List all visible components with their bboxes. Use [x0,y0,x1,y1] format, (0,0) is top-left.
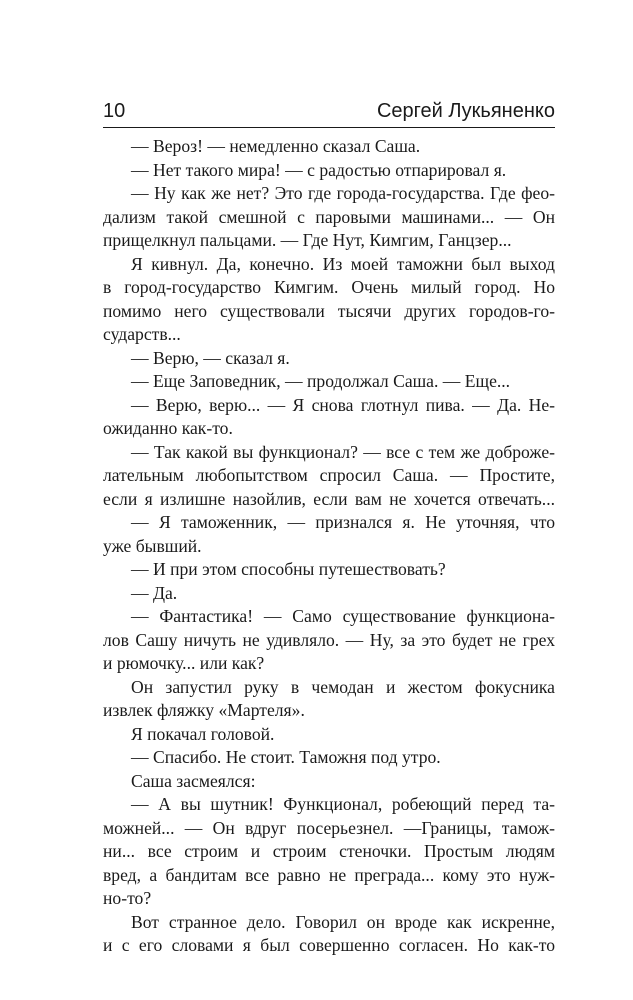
text-line: — А вы шутник! Функционал, робеющий перед та- [131,794,555,814]
text-line: Саша засмеялся: [131,770,256,791]
text-line: — Нет такого мира! — с радостью отпарировал я. [131,159,507,180]
text-line: Я покачал головой. [131,723,275,744]
header-rule [103,127,555,128]
text-line: — Спасибо. Не стоит. Таможня под утро. [131,747,441,767]
text-line: вред, а бандитам все равно не преграда... кому это нуж- [103,864,555,885]
text-line: но-то? [103,888,152,908]
text-line: — Верю, верю... — Я снова глотнул пива. — Да. Не- [131,394,555,415]
text-line: и с его словами я был совершенно согласен. Но как-то [103,935,555,955]
text-line: помимо него существовали тысячи других городов-го- [103,300,555,321]
text-line: Я кивнул. Да, конечно. Из моей таможни был выход [131,253,555,274]
text-line: — Да. [131,582,178,603]
text-line: — Так какой вы функционал? — все с тем же доброже- [131,441,555,462]
text-line: уже бывший. [103,535,202,556]
text-line: если я излишне назойлив, если вам не хочется отвечать... [103,488,555,509]
text-line: и рюмочку... или как? [103,653,265,673]
text-line: — Верю, — сказал я. [131,347,290,368]
text-line: — И при этом способны путешествовать? [131,559,446,579]
text-line: лательным любопытством спросил Саша. — Простите, [103,465,555,485]
text-line: можней... — Он вдруг посерьезнел. —Границы, тамож- [103,817,555,838]
text-line: дализм такой смешной с паровыми машинами... — Он [103,206,555,227]
text-line: — Еще Заповедник, — продолжал Саша. — Еще... [131,371,511,391]
running-title: Сергей Лукьяненко [376,100,555,122]
text-line: извлек фляжку «Мартеля». [103,700,305,720]
text-line: — Вероз! — немедленно сказал Саша. [131,136,421,156]
text-line: ожиданно как-то. [103,418,233,438]
text-line: прищелкнул пальцами. — Где Нут, Кимгим, Ганцзер... [103,230,512,250]
text-line: в город-государство Кимгим. Очень милый город. Но [103,277,555,297]
page-header [103,100,555,126]
text-line: ни... все строим и строим стеночки. Простым людям [103,841,555,861]
text-line: — Ну как же нет? Это где города-государства. Где фео- [131,183,555,203]
page-number: 10 [103,100,126,122]
text-line: Вот странное дело. Говорил он вроде как искренне, [131,911,555,932]
text-line: — Фантастика! — Само существование функциона- [131,606,555,626]
body-text [103,135,555,958]
text-line: — Я таможенник, — признался я. Не уточняя, что [131,512,555,532]
text-line: сударств... [103,324,181,344]
text-line: лов Сашу ничуть не удивляло. — Ну, за это будет не грех [103,629,555,650]
text-line: Он запустил руку в чемодан и жестом фокусника [131,676,555,697]
